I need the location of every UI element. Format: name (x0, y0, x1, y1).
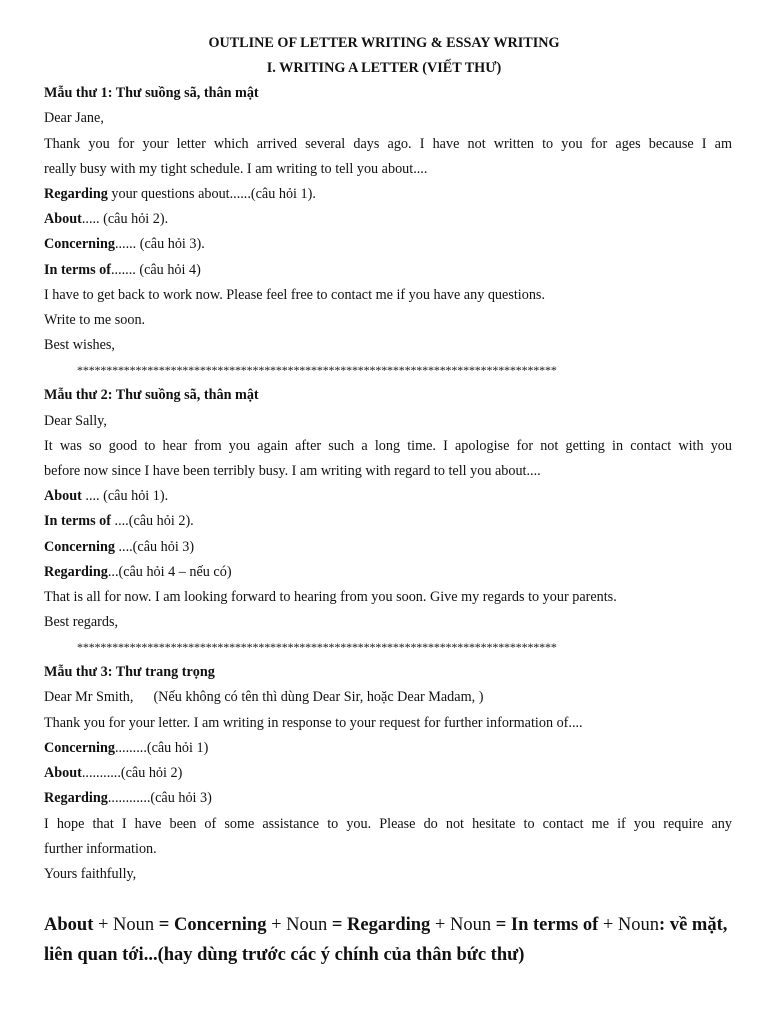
keyword: Concerning (173, 915, 267, 935)
letter1-intro-line1: Thank you for your letter which arrived several days ago. I have not written to you for ages because I am (44, 136, 732, 152)
question-text: ....(câu hỏi 2). (110, 513, 194, 529)
letter2-signoff: Best regards, (44, 614, 119, 630)
keyword: In terms of (510, 915, 599, 935)
letter3-question3 (44, 789, 732, 807)
equals: = (495, 915, 511, 935)
question-text: ...(câu hỏi 4 – nếu có) (107, 564, 232, 580)
summary-line2: liên quan tới...(hay dùng trước các ý chính của thân bức thư) (44, 945, 525, 965)
divider: ********************************************************************************** (77, 363, 557, 377)
letter3-signoff: Yours faithfully, (44, 866, 137, 882)
letter1-question1 (44, 185, 732, 203)
keyword: Regarding (44, 186, 108, 202)
keyword: Regarding (347, 915, 431, 935)
greeting-note: (Nếu không có tên thì dùng Dear Sir, hoặc Dear Madam, ) (153, 689, 484, 705)
question-text: your questions about......(câu hỏi 1). (107, 186, 316, 202)
keyword: About (44, 211, 82, 227)
section-title: I. WRITING A LETTER (VIẾT THƯ) (266, 60, 502, 76)
letter2-greeting: Dear Sally, (44, 413, 107, 429)
keyword: Concerning (44, 740, 115, 756)
divider: ********************************************************************************** (77, 640, 557, 654)
letter2-closing: That is all for now. I am looking forward to hearing from you soon. Give my regards to your parents. (44, 589, 617, 605)
letter3-closing-line2: further information. (44, 841, 157, 857)
letter1-heading: Mẫu thư 1: Thư suồng sã, thân mật (44, 85, 259, 101)
letter1-closing2: Write to me soon. (44, 312, 146, 328)
letter1-question3 (44, 235, 732, 253)
summary-line1 (44, 913, 732, 937)
letter2-question1 (44, 487, 732, 505)
letter1-question2 (44, 210, 732, 228)
letter2-question3 (44, 538, 732, 556)
question-text: .... (câu hỏi 1). (81, 488, 169, 504)
noun-text: + Noun (93, 915, 159, 935)
letter1-greeting: Dear Jane, (44, 110, 104, 126)
keyword: Concerning (44, 539, 115, 555)
noun-text: + Noun (430, 915, 496, 935)
letter1-intro-line2: really busy with my tight schedule. I am writing to tell you about.... (44, 161, 428, 177)
question-text: ...... (câu hỏi 3). (114, 236, 205, 252)
equals: = (331, 915, 348, 935)
keyword: In terms of (44, 513, 111, 529)
question-text: .........(câu hỏi 1) (114, 740, 209, 756)
keyword: In terms of (44, 262, 111, 278)
letter2-question2 (44, 512, 732, 530)
meaning-text: : về mặt, (659, 915, 728, 935)
keyword: About (44, 765, 82, 781)
letter2-intro-line1: It was so good to hear from you again after such a long time. I apologise for not getting in contact with you (44, 438, 732, 454)
question-text: ....... (câu hỏi 4) (110, 262, 201, 278)
equals: = (158, 915, 174, 935)
question-text: ....(câu hỏi 3) (114, 539, 195, 555)
letter2-intro-line2: before now since I have been terribly busy. I am writing with regard to tell you about.... (44, 463, 541, 479)
keyword: Concerning (44, 236, 115, 252)
question-text: ...........(câu hỏi 2) (81, 765, 183, 781)
letter3-intro: Thank you for your letter. I am writing in response to your request for further information of.... (44, 715, 583, 731)
document-title: OUTLINE OF LETTER WRITING & ESSAY WRITING (208, 35, 560, 51)
letter2-question4 (44, 563, 732, 581)
question-text: ............(câu hỏi 3) (107, 790, 212, 806)
letter3-heading: Mẫu thư 3: Thư trang trọng (44, 664, 215, 680)
keyword: About (44, 915, 94, 935)
letter1-question4 (44, 261, 732, 279)
letter3-question1 (44, 739, 732, 757)
letter3-question2 (44, 764, 732, 782)
keyword: Regarding (44, 790, 108, 806)
question-text: ..... (câu hỏi 2). (81, 211, 169, 227)
letter1-signoff: Best wishes, (44, 337, 115, 353)
letter3-closing-line1: I hope that I have been of some assistance to you. Please do not hesitate to contact me if you require any (44, 816, 732, 832)
noun-text: + Noun (266, 915, 332, 935)
keyword: About (44, 488, 82, 504)
letter1-closing: I have to get back to work now. Please feel free to contact me if you have any questions. (44, 287, 545, 303)
letter3-greeting (44, 688, 732, 706)
noun-text: + Noun (598, 915, 660, 935)
greeting-text: Dear Mr Smith, (44, 689, 134, 705)
letter2-heading: Mẫu thư 2: Thư suồng sã, thân mật (44, 387, 259, 403)
keyword: Regarding (44, 564, 108, 580)
